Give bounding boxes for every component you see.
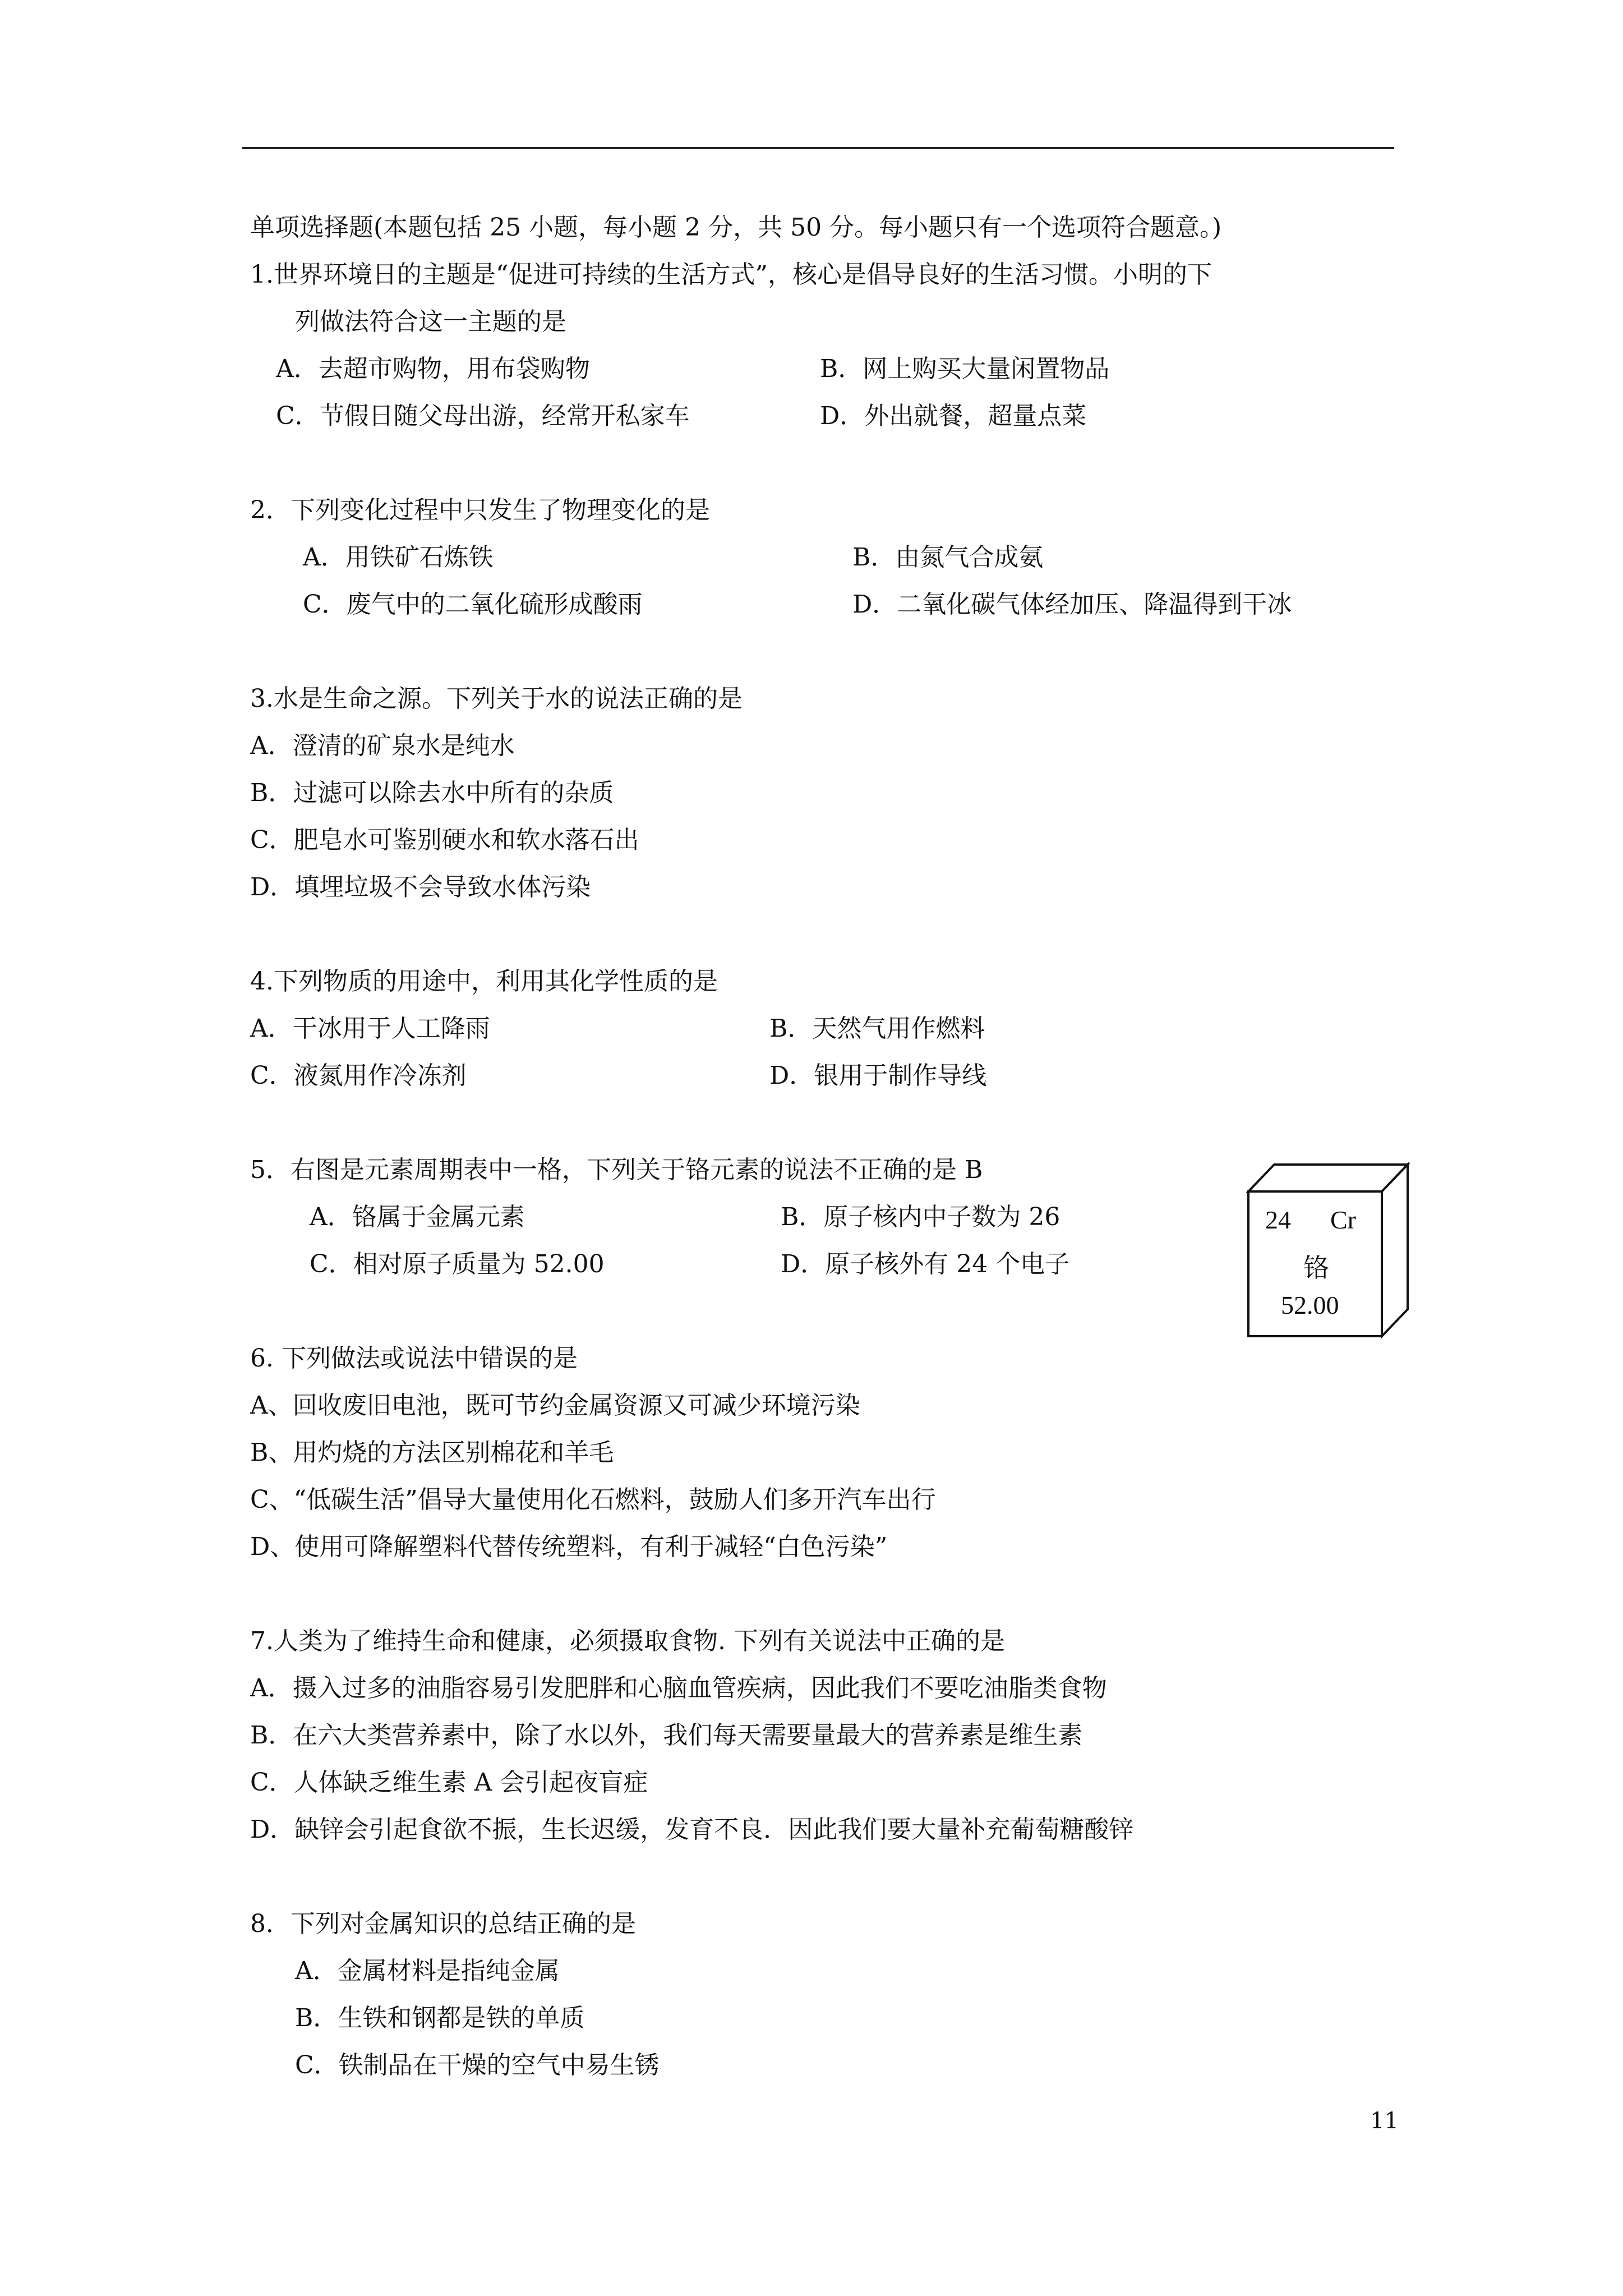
question-1-stem-line2: 列做法符合这一主题的是 — [295, 307, 566, 336]
exam-body — [250, 204, 1405, 2089]
question-7-option-a: A．摄入过多的油脂容易引发肥胖和心脑血管疾病，因此我们不要吃油脂类食物 — [250, 1674, 1107, 1703]
section-header: 单项选择题(本题包括 25 小题，每小题 2 分，共 50 分。每小题只有一个选项符合题意。) — [250, 213, 1222, 242]
question-1-option-a: A．去超市购物，用布袋购物 — [276, 355, 590, 383]
question-8-option-a: A．金属材料是指纯金属 — [295, 1957, 560, 1985]
question-3-option-d: D．填埋垃圾不会导致水体污染 — [250, 873, 591, 901]
question-5-option-c: C．相对原子质量为 52.00 — [310, 1250, 605, 1278]
question-6-stem: 6. 下列做法或说法中错误的是 — [250, 1344, 578, 1373]
question-1-stem-line1: 1.世界环境日的主题是“促进可持续的生活方式”，核心是倡导良好的生活习惯。小明的下 — [250, 260, 1212, 289]
question-6-option-b: B、用灼烧的方法区别棉花和羊毛 — [250, 1438, 614, 1467]
question-5-option-b: B．原子核内中子数为 26 — [781, 1203, 1061, 1231]
question-2-options-row1 — [250, 534, 1405, 581]
question-7-option-d: D．缺锌会引起食欲不振，生长迟缓，发育不良．因此我们要大量补充葡萄糖酸锌 — [250, 1815, 1134, 1844]
question-5-option-a: A．铬属于金属元素 — [310, 1203, 525, 1231]
question-2-option-c: C．废气中的二氧化硫形成酸雨 — [303, 590, 643, 619]
question-6-option-d: D、使用可降解塑料代替传统塑料，有利于减轻“白色污染” — [250, 1533, 888, 1561]
page-number: 11 — [1370, 2108, 1399, 2134]
question-5-stem: 5．右图是元素周期表中一格，下列关于铬元素的说法不正确的是 B — [250, 1156, 983, 1184]
question-8-option-c: C．铁制品在干燥的空气中易生锈 — [295, 2051, 660, 2079]
question-1-option-c: C．节假日随父母出游，经常开私家车 — [276, 402, 690, 430]
question-3-option-b: B．过滤可以除去水中所有的杂质 — [250, 779, 614, 807]
question-4-option-c: C．液氮用作冷冻剂 — [250, 1061, 467, 1090]
question-3-option-c: C．肥皂水可鉴别硬水和软水落石出 — [250, 826, 639, 854]
question-1-option-d: D．外出就餐，超量点菜 — [820, 402, 1087, 430]
header-rule — [242, 147, 1394, 149]
periodic-table-cell — [1246, 1161, 1410, 1340]
question-2-options-row2 — [250, 581, 1405, 628]
question-1-options-row1 — [250, 346, 1405, 393]
question-2-stem: 2．下列变化过程中只发生了物理变化的是 — [250, 496, 710, 524]
question-4-options-row2 — [250, 1052, 1405, 1099]
question-3-option-a: A．澄清的矿泉水是纯水 — [250, 731, 515, 760]
question-4-options-row1 — [250, 1005, 1405, 1052]
question-4-stem: 4.下列物质的用途中，利用其化学性质的是 — [250, 967, 718, 996]
question-6-option-a: A、回收废旧电池，既可节约金属资源又可减少环境污染 — [250, 1391, 860, 1420]
question-7-stem: 7.人类为了维持生命和健康，必须摄取食物. 下列有关说法中正确的是 — [250, 1627, 1005, 1655]
element-atomic-number: 24 — [1265, 1205, 1291, 1234]
question-7-option-c: C．人体缺乏维生素 A 会引起夜盲症 — [250, 1768, 648, 1797]
question-3-stem: 3.水是生命之源。下列关于水的说法正确的是 — [250, 684, 743, 713]
question-7-option-b: B．在六大类营养素中，除了水以外，我们每天需要量最大的营养素是维生素 — [250, 1721, 1083, 1750]
element-mass: 52.00 — [1281, 1291, 1339, 1319]
question-8-stem: 8．下列对金属知识的总结正确的是 — [250, 1910, 636, 1938]
question-8-option-b: B．生铁和钢都是铁的单质 — [295, 2004, 585, 2032]
question-5-options-row2 — [250, 1241, 1405, 1288]
question-2-option-b: B．由氮气合成氨 — [852, 543, 1044, 572]
question-1-options-row2 — [250, 393, 1405, 440]
question-6-option-c: C、“低碳生活”倡导大量使用化石燃料，鼓励人们多开汽车出行 — [250, 1485, 936, 1514]
element-symbol: Cr — [1330, 1205, 1356, 1234]
question-1-option-b: B．网上购买大量闲置物品 — [820, 355, 1110, 383]
question-4-option-b: B．天然气用作燃料 — [769, 1014, 985, 1043]
question-5-options-row1 — [250, 1194, 1405, 1241]
question-2-option-d: D．二氧化碳气体经加压、降温得到干冰 — [852, 590, 1292, 619]
question-4-option-a: A．干冰用于人工降雨 — [250, 1014, 490, 1043]
question-4-option-d: D．银用于制作导线 — [769, 1061, 987, 1090]
question-2-option-a: A．用铁矿石炼铁 — [303, 543, 494, 572]
element-name: 铬 — [1303, 1253, 1329, 1283]
question-5-option-d: D．原子核外有 24 个电子 — [781, 1250, 1070, 1278]
